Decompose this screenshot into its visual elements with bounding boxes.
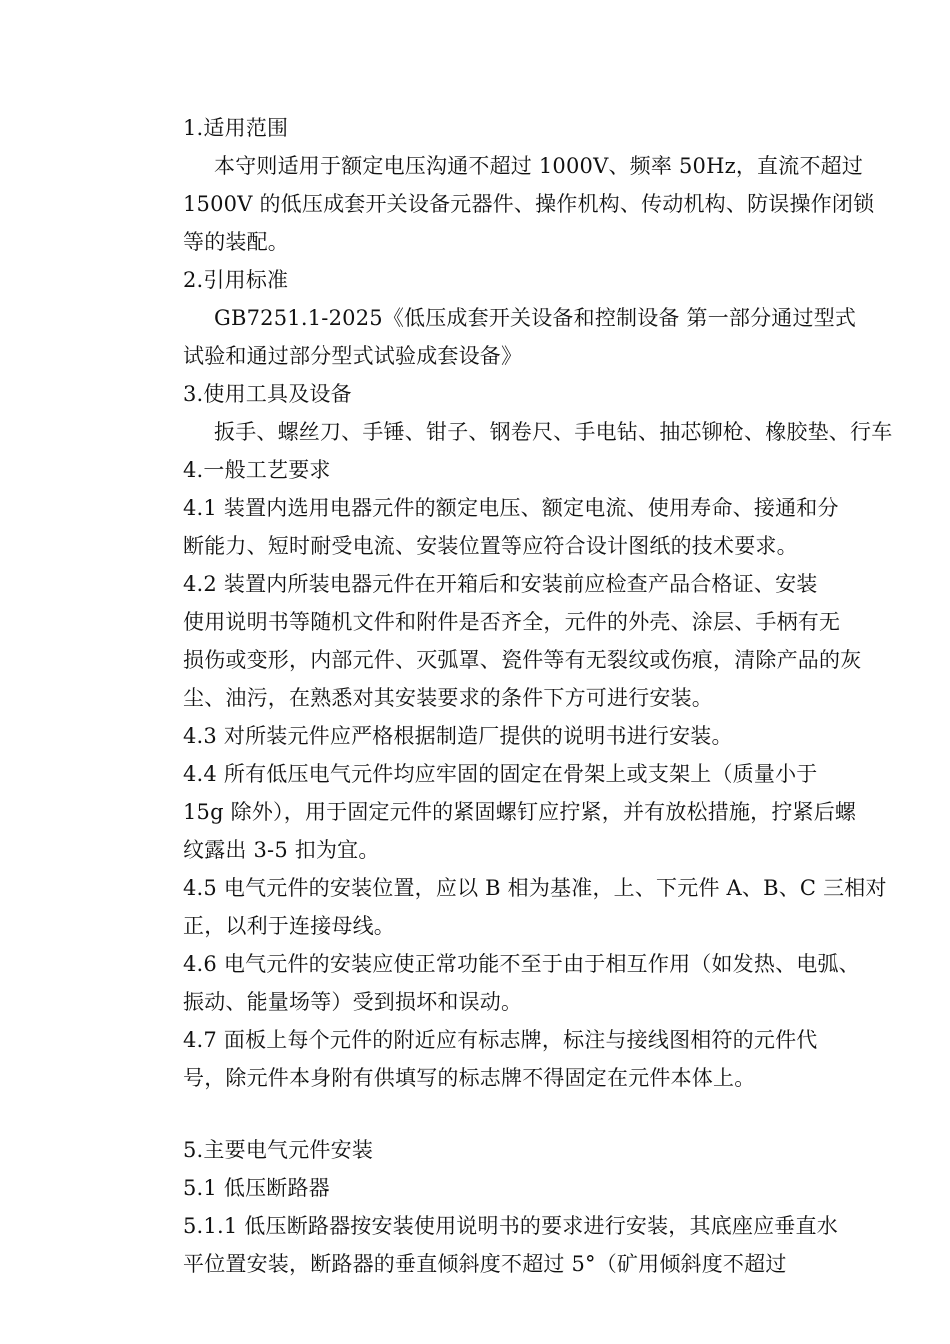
paragraph-line: 本守则适用于额定电压沟通不超过 1000V、频率 50Hz，直流不超过 xyxy=(214,154,864,178)
paragraph-line: 4.1 装置内选用电器元件的额定电压、额定电流、使用寿命、接通和分 xyxy=(183,496,839,520)
paragraph-line: 5.1.1 低压断路器按安装使用说明书的要求进行安装，其底座应垂直水 xyxy=(183,1214,838,1238)
section-heading-tools: 3.使用工具及设备 xyxy=(183,382,352,406)
paragraph-line: 4.7 面板上每个元件的附近应有标志牌，标注与接线图相符的元件代 xyxy=(183,1028,818,1052)
paragraph-line: 15g 除外），用于固定元件的紧固螺钉应拧紧，并有放松措施，拧紧后螺 xyxy=(183,800,857,824)
paragraph-line: 正，以利于连接母线。 xyxy=(183,914,395,938)
section-heading-general-requirements: 4.一般工艺要求 xyxy=(183,458,331,482)
paragraph-line: 4.2 装置内所装电器元件在开箱后和安装前应检查产品合格证、安装 xyxy=(183,572,818,596)
paragraph-line: GB7251.1-2025《低压成套开关设备和控制设备 第一部分通过型式 xyxy=(214,306,857,330)
paragraph-line: 损伤或变形，内部元件、灭弧罩、瓷件等有无裂纹或伤痕，清除产品的灰 xyxy=(183,648,862,672)
paragraph-line: 振动、能量场等）受到损坏和误动。 xyxy=(183,990,523,1014)
paragraph-line: 尘、油污，在熟悉对其安装要求的条件下方可进行安装。 xyxy=(183,686,713,710)
paragraph-line: 4.4 所有低压电气元件均应牢固的固定在骨架上或支架上（质量小于 xyxy=(183,762,818,786)
paragraph-line: 4.6 电气元件的安装应使正常功能不至于由于相互作用（如发热、电弧、 xyxy=(183,952,860,976)
paragraph-line: 等的装配。 xyxy=(183,230,289,254)
section-heading-main-components: 5.主要电气元件安装 xyxy=(183,1138,374,1162)
paragraph-line: 号，除元件本身附有供填写的标志牌不得固定在元件本体上。 xyxy=(183,1066,756,1090)
paragraph-line: 4.5 电气元件的安装位置，应以 B 相为基准，上、下元件 A、B、C 三相对 xyxy=(183,876,887,900)
paragraph-line: 扳手、螺丝刀、手锤、钳子、钢卷尺、手电钻、抽芯铆枪、橡胶垫、行车 xyxy=(214,420,893,444)
paragraph-line: 纹露出 3-5 扣为宜。 xyxy=(183,838,380,862)
paragraph-line: 使用说明书等随机文件和附件是否齐全，元件的外壳、涂层、手柄有无 xyxy=(183,610,841,634)
paragraph-line: 试验和通过部分型式试验成套设备》 xyxy=(183,344,523,368)
paragraph-line: 1500V 的低压成套开关设备元器件、操作机构、传动机构、防误操作闭锁 xyxy=(183,192,875,216)
section-heading-scope: 1.适用范围 xyxy=(183,116,289,140)
paragraph-line: 平位置安装，断路器的垂直倾斜度不超过 5°（矿用倾斜度不超过 xyxy=(183,1252,787,1276)
section-heading-standards: 2.引用标准 xyxy=(183,268,289,292)
paragraph-line: 4.3 对所装元件应严格根据制造厂提供的说明书进行安装。 xyxy=(183,724,733,748)
paragraph-line: 断能力、短时耐受电流、安装位置等应符合设计图纸的技术要求。 xyxy=(183,534,798,558)
subsection-heading-breaker: 5.1 低压断路器 xyxy=(183,1176,330,1200)
